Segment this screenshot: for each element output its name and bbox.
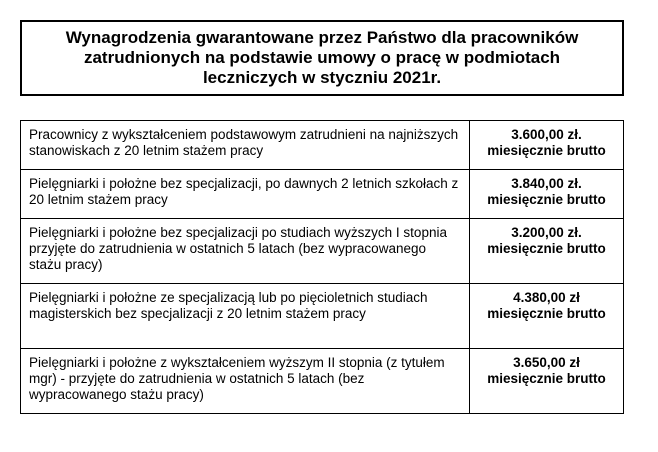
row-amount-cell — [470, 170, 624, 219]
row-period: miesięcznie brutto — [487, 241, 606, 256]
title-box — [20, 20, 624, 96]
row-description: Pielęgniarki i położne z wykształceniem wyższym II stopnia (z tytułem mgr) - przyjęte do zatrudnienia w ostatnich 5 latach (bez wypracowanego stażu pracy) — [21, 349, 470, 414]
page-title: Wynagrodzenia gwarantowane przez Państwo dla pracowników zatrudnionych na podstawie umowy o pracę w podmiotach leczniczych w styczniu 2021r. — [65, 28, 579, 87]
row-amount-cell — [470, 284, 624, 349]
row-amount-cell — [470, 219, 624, 284]
row-amount: 3.600,00 zł. — [511, 127, 582, 142]
row-description: Pracownicy z wykształceniem podstawowym zatrudnieni na najniższych stanowiskach z 20 letnim stażem pracy — [21, 121, 470, 170]
row-period: miesięcznie brutto — [487, 143, 606, 158]
table-row — [21, 121, 624, 170]
row-amount: 3.200,00 zł. — [511, 225, 582, 240]
row-description: Pielęgniarki i położne ze specjalizacją lub po pięcioletnich studiach magisterskich bez specjalizacji z 20 letnim stażem pracy — [21, 284, 470, 349]
table-row — [21, 284, 624, 349]
wage-table — [20, 120, 624, 414]
row-amount: 4.380,00 zł — [513, 290, 580, 305]
row-amount-cell — [470, 121, 624, 170]
row-description: Pielęgniarki i położne bez specjalizacji po studiach wyższych I stopnia przyjęte do zatrudnienia w ostatnich 5 latach (bez wypracowanego stażu pracy) — [21, 219, 470, 284]
row-period: miesięcznie brutto — [487, 371, 606, 386]
row-amount-cell — [470, 349, 624, 414]
table-row — [21, 219, 624, 284]
row-amount: 3.650,00 zł — [513, 355, 580, 370]
table-row — [21, 349, 624, 414]
row-amount: 3.840,00 zł. — [511, 176, 582, 191]
row-description: Pielęgniarki i położne bez specjalizacji, po dawnych 2 letnich szkołach z 20 letnim stażem pracy — [21, 170, 470, 219]
row-period: miesięcznie brutto — [487, 192, 606, 207]
table-row — [21, 170, 624, 219]
row-period: miesięcznie brutto — [487, 306, 606, 321]
